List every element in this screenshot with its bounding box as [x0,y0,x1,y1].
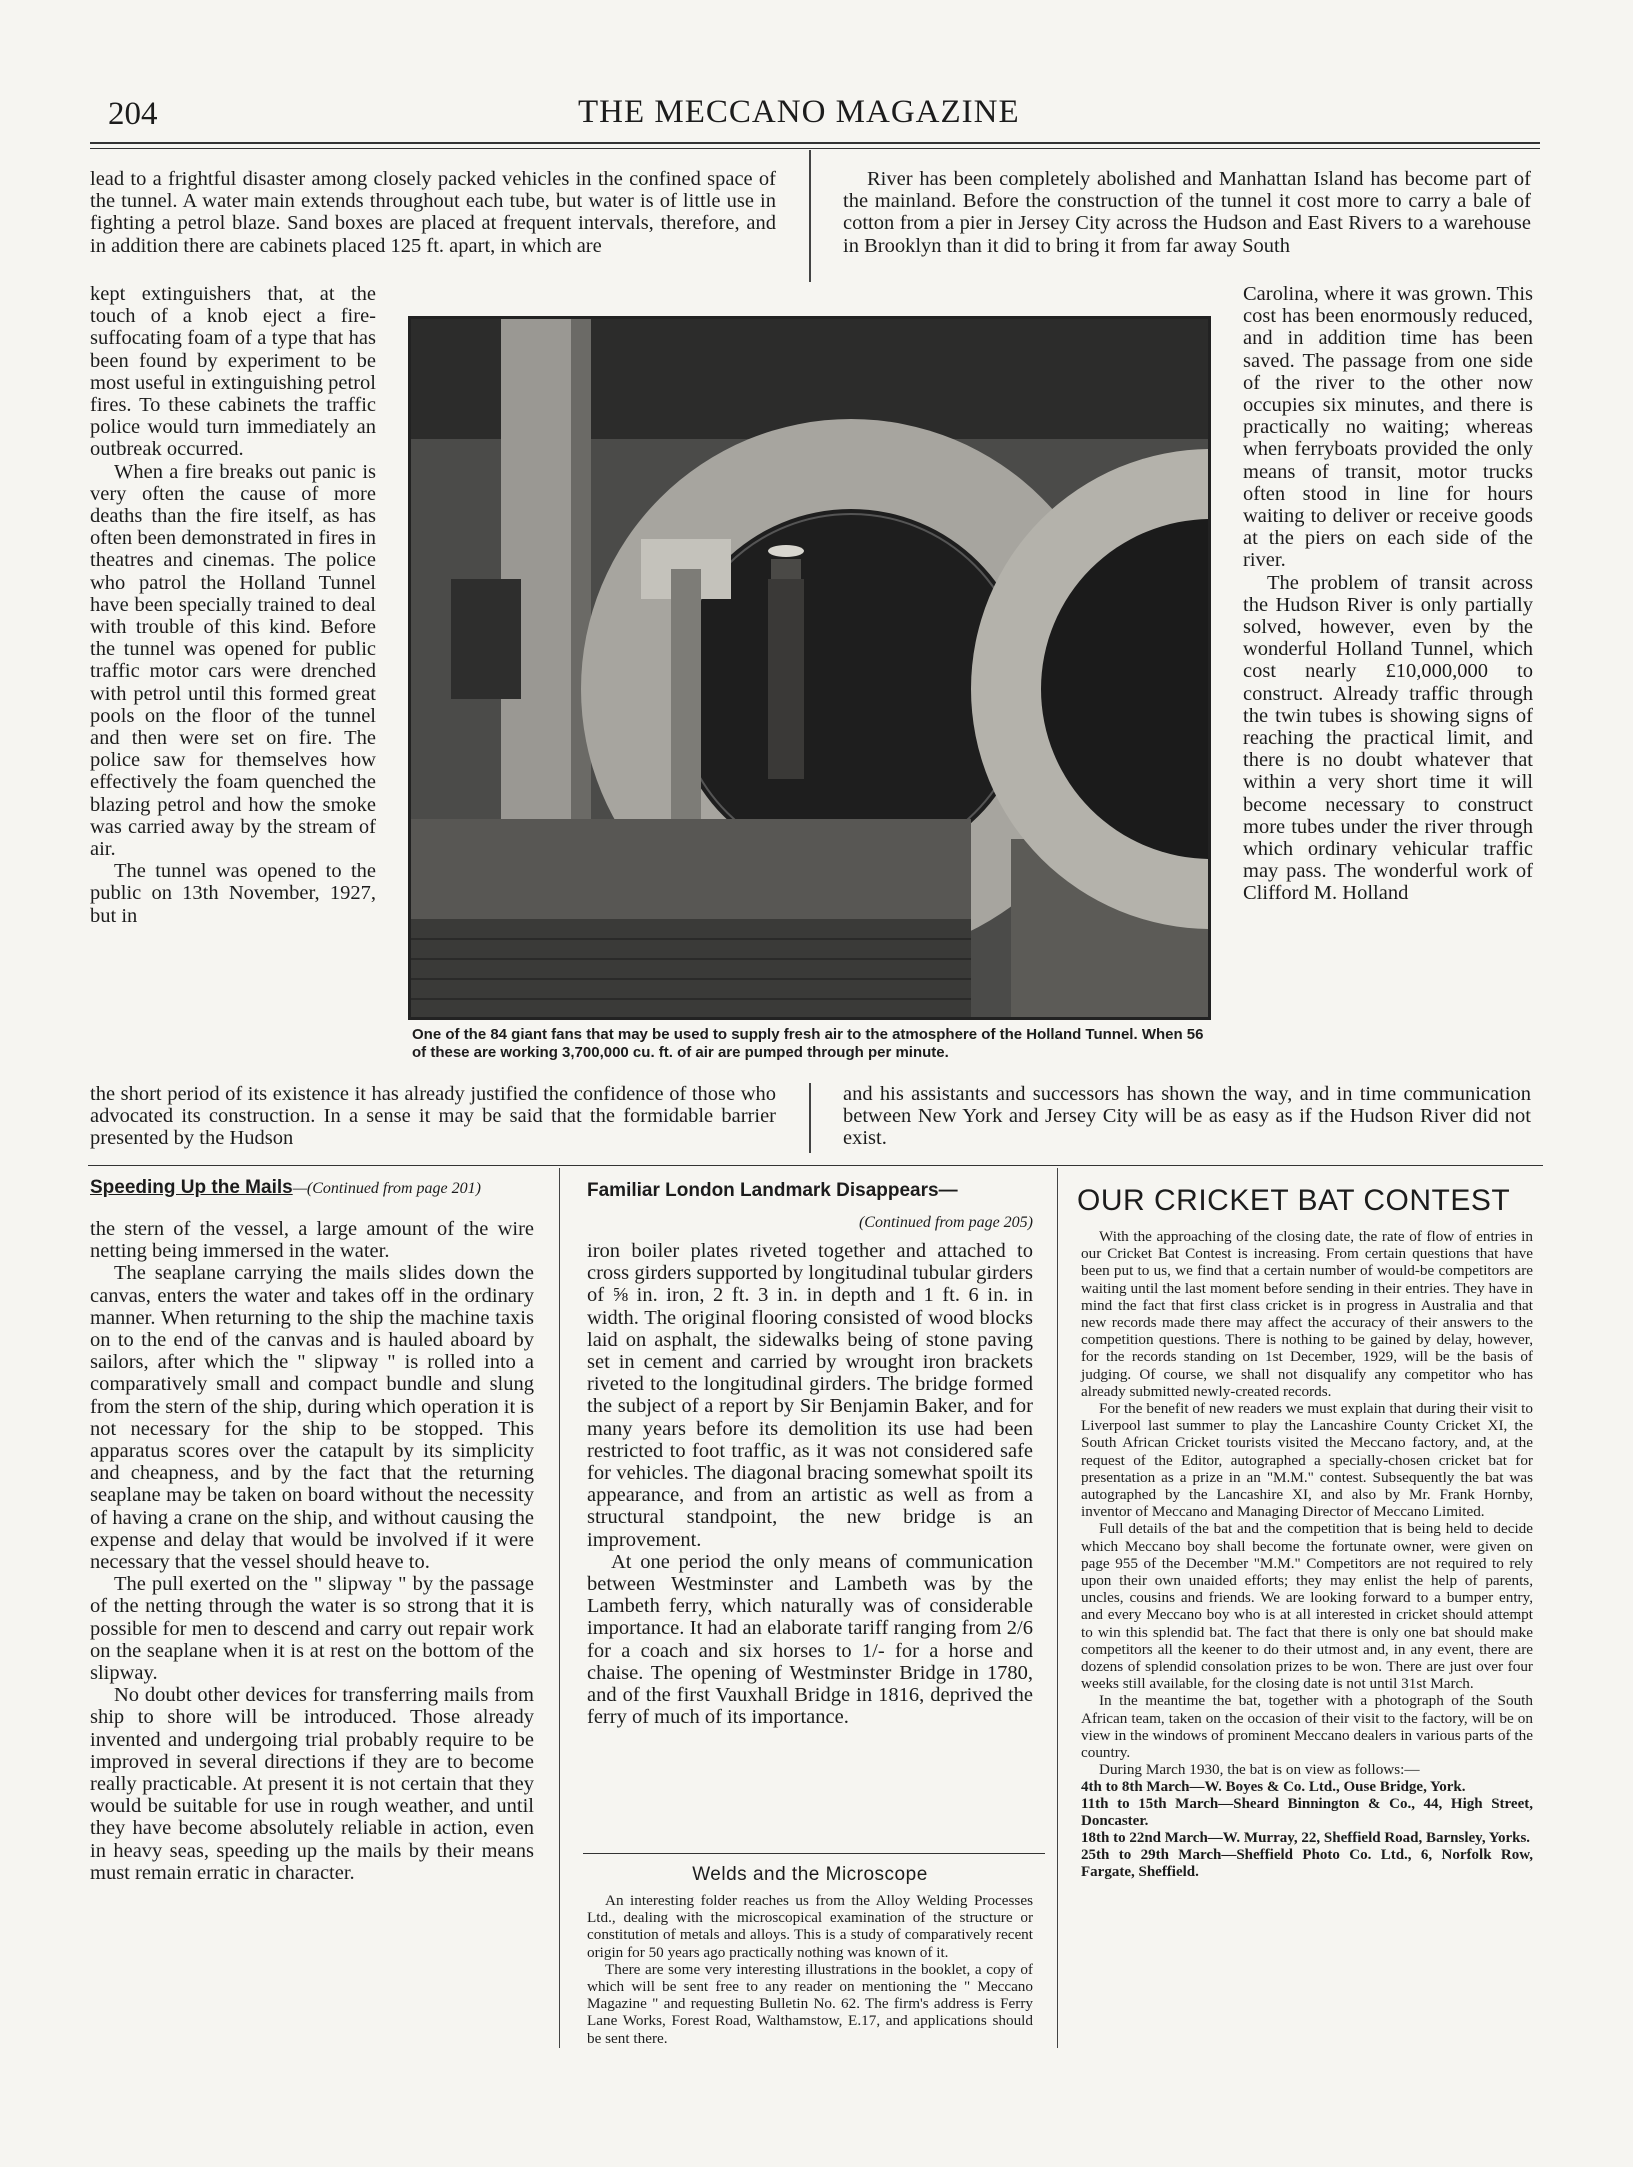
fan-illustration [411,319,1208,1017]
mails-title: Speeding Up the Mails [90,1177,293,1198]
column-rule-bottom [809,1083,811,1153]
tunnel-top-left: lead to a frightful disaster among closely packed vehicles in the confined space of the tunnel. A water main extends throughout each tube, but water is of little use in fighting a petrol blaze. Sand boxes are placed at frequent intervals, therefore, and in addition there are cabinets placed 125 ft. apart, in which are [90,168,776,257]
magazine-title: THE MECCANO MAGAZINE [578,94,1020,130]
tunnel-bottom-right: and his assistants and successors has shown the way, and in time communication between New York and Jersey City will be as easy as if the Hudson River did not exist. [843,1083,1531,1150]
viewing-item: 18th to 22nd March—W. Murray, 22, Sheffield Road, Barnsley, Yorks. [1081,1829,1531,1846]
section-rule [88,1165,1543,1166]
column-rule-top [809,150,811,282]
mails-continued: —(Continued from page 201) [292,1180,481,1197]
column-rule-3 [1057,1168,1058,2048]
mails-heading [90,1177,534,1199]
viewing-item: 4th to 8th March—W. Boyes & Co. Ltd., Ouse Bridge, York. [1081,1778,1466,1795]
page-number: 204 [108,96,158,132]
viewing-item: 11th to 15th March—Sheard Binnington & Co., 44, High Street, Doncaster. [1081,1795,1533,1829]
london-continued: (Continued from page 205) [858,1214,1033,1231]
london-title: Familiar London Landmark Disappears— [587,1180,958,1201]
welds-title: Welds and the Microscope [692,1864,928,1885]
cricket-text: With the approaching of the closing date, the rate of flow of entries in our Cricket Bat Contest is increasing. From certain questions that have been put to us, we find that a certain number of would-be competitors are waiting until the last moment before sending in their entries. They have in mind the fact that first class cricket is in progress in Australia and that new records made there may affect the accuracy of their answers to the competition questions. There is nothing to be gained by delay, however, for the records standing on 1st December, 1929, will be the basis of judging. Of course, we shall not disqualify any competitor who has already submitted newly-created records. For the benefit of new readers we must explain that during their visit to Liverpool last summer to play the Lancashire County Cricket XI, the South African Cricket tourists visited the Meccano factory, and, at the request of the Editor, autographed a specially-chosen cricket bat for presentation as a prize in an "M.M." contest. Subsequently the bat was autographed by the Lancashire XI, and also by Mr. Frank Hornby, inventor of Meccano and Managing Director of Meccano Limited. Full details of the bat and the competition that is being held to decide which Meccano boy shall become the fortunate owner, were given on page 955 of the December "M.M." Competitors are not required to rely upon their own unaided efforts; they may enlist the help of parents, uncles, cousins and friends. We are looking forward to a bumper entry, and every Meccano boy who is at all interested in cricket should attempt to win this splendid bat. The fact that there is only one bat should make competitors all the keener to do their utmost and, in any event, there are dozens of splendid consolation prizes to be won. There are just over four weeks still available, for the closing date is not until 31st March. In the meantime the bat, together with a photograph of the South African team, taken on the occasion of their visit to the factory, will be on view in the windows of prominent Meccano dealers in various parts of the country. During March 1930, the bat is on view as follows:— 4th to 8th March—W. Boyes & Co. Ltd., Ouse Bridge, York. 11th to 15th March—Sheard Binnington & Co., 44, High Street, Doncaster. 18th to 22nd March—W. Murray, 22, Sheffield Road, Barnsley, Yorks. 25th to 29th March—Sheffield Photo Co. Ltd., 6, Norfolk Row, Fargate, Sheffield. [1081,1228,1533,1880]
cricket-title: OUR CRICKET BAT CONTEST [1077,1184,1511,1217]
header-rule-top [90,142,1540,144]
header-rule-bottom [90,148,1540,149]
viewing-list [1081,1779,1533,1881]
welds-text: An interesting folder reaches us from the Alloy Welding Processes Ltd., dealing with the microscopical examination of the structure or constitution of metals and alloys. This is a study of comparatively recent origin for 50 years ago practically nothing was known of it. There are some very interesting illustrations in the booklet, a copy of which will be sent free to any reader on mentioning the " Meccano Magazine " and requesting Bulletin No. 62. The firm's address is Ferry Lane Works, Forest Road, Walthamstow, E.17, and applications should be sent there. [587,1892,1033,2047]
london-text: iron boiler plates riveted together and attached to cross girders supported by longitudinal tubular girders of ⅝ in. iron, 2 ft. 3 in. in depth and 1 ft. 6 in. in width. The original flooring consisted of wood blocks laid on asphalt, the sidewalks being of stone paving set in cement and carried by wrought iron brackets riveted to the longitudinal girders. The bridge formed the subject of a report by Sir Benjamin Baker, and for many years before its demolition its use had been restricted to foot traffic, as it was not considered safe for vehicles. The diagonal bracing somewhat spoilt its appearance, and from an artistic as well as from a structural standpoint, the new bridge is an improvement. At one period the only means of communication between Westminster and Lambeth was by the Lambeth ferry, which naturally was of considerable importance. It had an elaborate tariff ranging from 2/6 for a coach and six horses to 1/- for a horse and chaise. The opening of Westminster Bridge in 1780, and of the first Vauxhall Bridge in 1816, deprived the ferry of much of its importance. [587,1240,1033,1729]
mails-text: the stern of the vessel, a large amount of the wire netting being immersed in the water. The seaplane carrying the mails slides down the canvas, enters the water and takes off in the ordinary manner. When returning to the ship the machine taxis on to the end of the canvas and is hauled aboard by sailors, after which the " slipway " is rolled into a comparatively small and compact bundle and slung from the stern of the ship, during which operation it is not necessary for the ship to be stopped. This apparatus scores over the catapult by its simplicity and cheapness, and by the fact that the returning seaplane may be taken on board without the necessity of having a crane on the ship, and without causing the expense and delay that would be involved if it were necessary that the vessel should heave to. The pull exerted on the " slipway " by the passage of the netting through the water is so strong that it is possible for men to descend and carry out repair work on the seaplane when it is at rest on the bottom of the slipway. No doubt other devices for transferring mails from ship to shore will be introduced. Those already invented and undergoing trial probably require to be improved in several directions if they are to become really practicable. At present it is not certain that they would be suitable for use in rough weather, and until they have become absolutely reliable in action, even in heavy seas, speeding up the mails by their means must remain erratic in character. [90,1218,534,1884]
column-rule-2 [559,1168,560,2048]
tunnel-top-right: River has been completely abolished and Manhattan Island has become part of the mainland. Before the construction of the tunnel it cost more to carry a bale of cotton from a pier in Jersey City across the Hudson and East Rivers to a warehouse in Brooklyn than it did to bring it from far away South [843,168,1531,257]
photo-caption: One of the 84 giant fans that may be used to supply fresh air to the atmosphere of the Holland Tunnel. When 56 of these are working 3,700,000 cu. ft. of air are pumped through per minute. [412,1026,1204,1061]
tunnel-left-column: kept extinguishers that, at the touch of a knob eject a fire-suffocating foam of a type that has been found by experiment to be most useful in extinguishing petrol fires. To these cabinets the traffic police would turn immediately an outbreak occurred. When a fire breaks out panic is very often the cause of more deaths than the fire itself, as has often been demonstrated in fires in theatres and cinemas. The police who patrol the Holland Tunnel have been specially trained to deal with trouble of this kind. Before the tunnel was opened for public traffic motor cars were drenched with petrol until this formed great pools on the floor of the tunnel and then were set on fire. The police saw for themselves how effectively the foam quenched the blazing petrol and how the smoke was carried away by the stream of air. The tunnel was opened to the public on 13th November, 1927, but in [90,283,376,927]
welds-rule [583,1853,1045,1854]
tunnel-right-column: Carolina, where it was grown. This cost has been enormously reduced, and in addition time has been saved. The passage from one side of the river to the other now occupies six minutes, and there is practically no waiting; whereas when ferryboats provided the only means of transit, motor trucks often stood in line for hours waiting to deliver or receive goods at the piers on each side of the river. The problem of transit across the Hudson River is only partially solved, however, even by the wonderful Holland Tunnel, which cost nearly £10,000,000 to construct. Already traffic through the twin tubes is showing signs of reaching the practical limit, and there is no doubt whatever that within a very short time it will become necessary to construct more tubes under the river through which ordinary vehicular traffic may pass. The wonderful work of Clifford M. Holland [1243,283,1533,905]
tunnel-bottom-left: the short period of its existence it has already justified the confidence of those who advocated its construction. In a sense it may be said that the formidable barrier presented by the Hudson [90,1083,776,1150]
holland-tunnel-fan-photo [408,316,1211,1020]
viewing-item: 25th to 29th March—Sheffield Photo Co. Ltd., 6, Norfolk Row, Fargate, Sheffield. [1081,1846,1533,1880]
